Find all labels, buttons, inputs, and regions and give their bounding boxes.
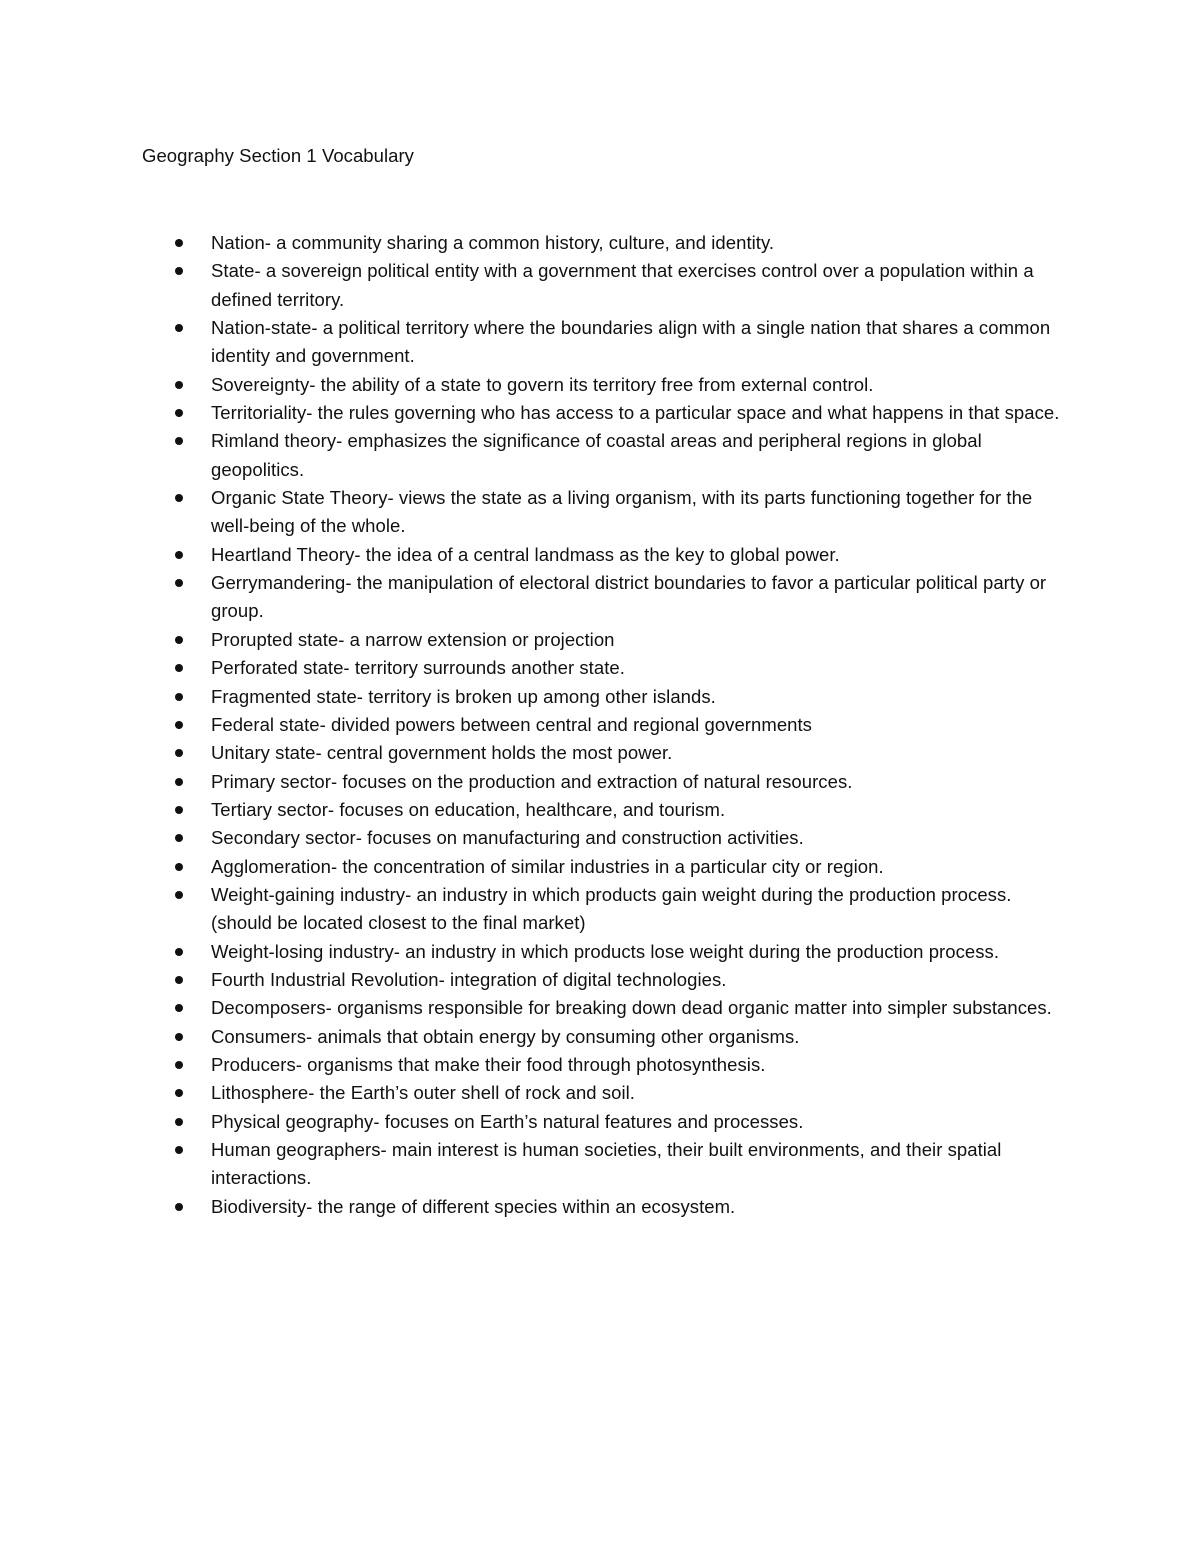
bullet-icon [175, 891, 183, 899]
bullet-icon [175, 721, 183, 729]
bullet-icon [175, 1146, 183, 1154]
list-item [0, 739, 1071, 767]
list-item [0, 1079, 1071, 1107]
bullet-icon [175, 1089, 183, 1097]
list-item-text: Secondary sector- focuses on manufacturing and construction activities. [211, 827, 804, 849]
list-item-text: Tertiary sector- focuses on education, healthcare, and tourism. [211, 798, 726, 820]
list-item-text: Producers- organisms that make their food through photosynthesis. [211, 1053, 766, 1075]
list-item-text: Fragmented state- territory is broken up among other islands. [211, 685, 716, 707]
list-item-text: State- a sovereign political entity with a government that exercises control over a population within a defined territory. [211, 260, 1034, 310]
bullet-icon [175, 664, 183, 672]
bullet-icon [175, 1004, 183, 1012]
bullet-icon [175, 239, 183, 247]
list-item [0, 654, 1071, 682]
list-item [0, 824, 1071, 852]
list-item-text: Human geographers- main interest is human societies, their built environments, and their spatial interactions. [211, 1139, 1002, 1189]
list-item-text: Weight-gaining industry- an industry in which products gain weight during the production process. (should be located closest to the final market) [211, 883, 1012, 934]
bullet-icon [175, 749, 183, 757]
bullet-icon [175, 381, 183, 389]
list-item [0, 881, 1071, 938]
list-item [0, 541, 1071, 569]
bullet-icon [175, 437, 183, 445]
bullet-icon [175, 409, 183, 417]
bullet-icon [175, 778, 183, 786]
bullet-icon [175, 494, 183, 502]
bullet-icon [175, 324, 183, 332]
list-item-text: Gerrymandering- the manipulation of electoral district boundaries to favor a particular political party or group. [211, 572, 1047, 622]
list-item [0, 314, 1071, 371]
bullet-icon [175, 1061, 183, 1069]
list-item-text: Federal state- divided powers between central and regional governments [211, 713, 812, 735]
list-item [0, 371, 1071, 399]
list-item-text: Agglomeration- the concentration of similar industries in a particular city or region. [211, 855, 884, 877]
bullet-icon [175, 948, 183, 956]
bullet-icon [175, 1033, 183, 1041]
list-item [0, 484, 1071, 541]
bullet-icon [175, 636, 183, 644]
list-item-text: Fourth Industrial Revolution- integration of digital technologies. [211, 968, 727, 990]
list-item-text: Organic State Theory- views the state as a living organism, with its parts functioning together for the well-being of the whole. [211, 487, 1033, 537]
list-item-text: Prorupted state- a narrow extension or projection [211, 628, 615, 650]
list-item-text: Rimland theory- emphasizes the significance of coastal areas and peripheral regions in global geopolitics. [211, 430, 982, 480]
list-item-text: Nation- a community sharing a common history, culture, and identity. [211, 232, 775, 253]
document-title: Geography Section 1 Vocabulary [142, 145, 414, 166]
bullet-icon [175, 579, 183, 587]
bullet-icon [175, 1118, 183, 1126]
list-item-text: Decomposers- organisms responsible for breaking down dead organic matter into simpler substances. [211, 997, 1052, 1019]
list-item-text: Primary sector- focuses on the production and extraction of natural resources. [211, 770, 853, 792]
list-item [0, 683, 1071, 711]
list-item-text: Unitary state- central government holds the most power. [211, 742, 673, 764]
list-item [0, 1051, 1071, 1079]
list-item-text: Perforated state- territory surrounds another state. [211, 657, 625, 679]
list-item-text: Biodiversity- the range of different species within an ecosystem. [211, 1195, 736, 1217]
list-item-text: Nation-state- a political territory where the boundaries align with a single nation that shares a common identity and government. [211, 317, 1051, 367]
list-item [0, 994, 1071, 1022]
bullet-icon [175, 1203, 183, 1211]
list-item [0, 569, 1071, 626]
list-item [0, 229, 1071, 257]
list-item [0, 853, 1071, 881]
vocabulary-list [0, 229, 1200, 1221]
list-item-text: Territoriality- the rules governing who has access to a particular space and what happens in that space. [211, 402, 1060, 424]
list-item [0, 1108, 1071, 1136]
list-item-text: Lithosphere- the Earth’s outer shell of rock and soil. [211, 1082, 635, 1104]
list-item [0, 938, 1071, 966]
list-item [0, 257, 1071, 314]
list-item [0, 1136, 1071, 1193]
list-item-text: Heartland Theory- the idea of a central landmass as the key to global power. [211, 543, 840, 565]
list-item-text: Consumers- animals that obtain energy by consuming other organisms. [211, 1025, 800, 1047]
list-item [0, 966, 1071, 994]
list-item [0, 399, 1071, 427]
bullet-icon [175, 267, 183, 275]
list-item-text: Weight-losing industry- an industry in which products lose weight during the production process. [211, 940, 1000, 962]
list-item [0, 427, 1071, 484]
list-item [0, 1193, 1071, 1221]
bullet-icon [175, 834, 183, 842]
bullet-icon [175, 806, 183, 814]
list-item [0, 796, 1071, 824]
list-item [0, 711, 1071, 739]
bullet-icon [175, 693, 183, 701]
list-item [0, 1023, 1071, 1051]
list-item-text: Sovereignty- the ability of a state to govern its territory free from external control. [211, 373, 874, 395]
list-item-text: Physical geography- focuses on Earth’s natural features and processes. [211, 1110, 804, 1132]
list-item [0, 626, 1071, 654]
bullet-icon [175, 976, 183, 984]
bullet-icon [175, 863, 183, 871]
bullet-icon [175, 551, 183, 559]
list-item [0, 768, 1071, 796]
